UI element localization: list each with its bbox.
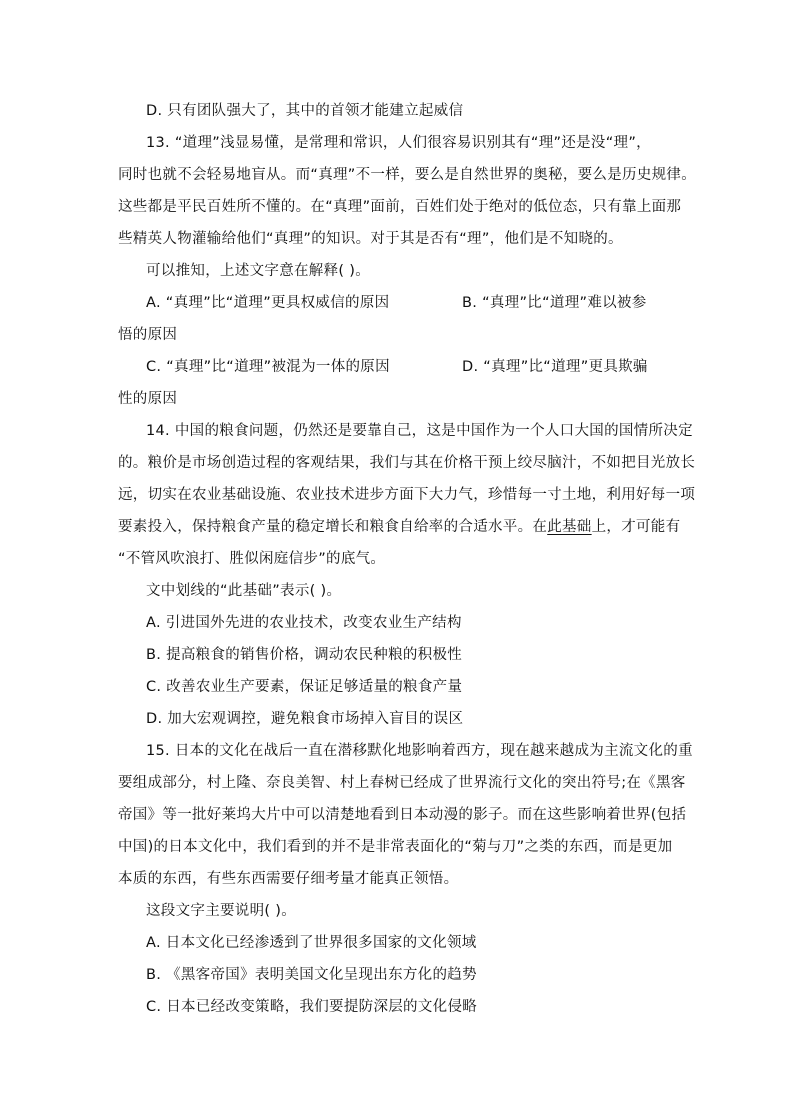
q13-option-d: D. “真理”比“道理”更具欺骗 — [462, 359, 648, 375]
q13-option-b: B. “真理”比“道理”难以被参 — [462, 295, 647, 311]
q14-stem-line-1: 14. 中国的粮食问题，仍然还是要靠自己，这是中国作为一个人口大国的国情所决定 — [146, 423, 693, 439]
q15-stem-line-3: 帝国》等一批好莱坞大片中可以清楚地看到日本动漫的影子。而在这些影响着世界(包括 — [118, 807, 687, 823]
q15-option-c: C. 日本已经改变策略，我们要提防深层的文化侵略 — [146, 999, 478, 1015]
q15-stem-line-1: 15. 日本的文化在战后一直在潜移默化地影响着西方，现在越来越成为主流文化的重 — [146, 743, 693, 759]
q15-stem-line-5: 本质的东西，有些东西需要仔细考量才能真正领悟。 — [118, 871, 459, 887]
q15-option-a: A. 日本文化已经渗透到了世界很多国家的文化领域 — [146, 935, 477, 951]
q15-question: 这段文字主要说明( )。 — [146, 903, 297, 919]
q13-stem-line-4: 些精英人物灌输给他们“真理”的知识。对于其是否有“理”，他们是不知晓的。 — [118, 231, 623, 247]
q13-stem-line-3: 这些都是平民百姓所不懂的。在“真理”面前，百姓们处于绝对的低位态，只有靠上面那 — [118, 199, 682, 215]
q14-stem-line-4 — [118, 517, 680, 537]
q14-option-a: A. 引进国外先进的农业技术，改变农业生产结构 — [146, 615, 462, 631]
q13-option-a: A. “真理”比“道理”更具权威信的原因 — [146, 295, 390, 311]
q13-stem-line-2: 同时也就不会轻易地盲从。而“真理”不一样，要么是自然世界的奥秘，要么是历史规律。 — [118, 167, 697, 183]
q14-stem-line-2: 的。粮价是市场创造过程的客观结果，我们与其在价格干预上绞尽脑汁，不如把目光放长 — [118, 455, 696, 471]
q14-option-b: B. 提高粮食的销售价格，调动农民种粮的积极性 — [146, 647, 463, 663]
q14-option-c: C. 改善农业生产要素，保证足够适量的粮食产量 — [146, 679, 463, 695]
q13-option-c: C. “真理”比“道理”被混为一体的原因 — [146, 359, 390, 375]
q15-stem-line-4: 中国)的日本文化中，我们看到的并不是非常表面化的“菊与刀”之类的东西，而是更加 — [118, 839, 673, 855]
q14-underlined-phrase: 此基础 — [547, 519, 592, 535]
q14-line-4-tail: 上，才可能有 — [591, 519, 681, 535]
q15-option-b: B. 《黑客帝国》表明美国文化呈现出东方化的趋势 — [146, 967, 477, 983]
q14-line-4-head: 要素投入，保持粮食产量的稳定增长和粮食自给率的合适水平。在 — [118, 519, 548, 535]
q13-option-d-cont: 性的原因 — [118, 391, 178, 407]
q14-option-d: D. 加大宏观调控，避免粮食市场掉入盲目的误区 — [146, 711, 464, 727]
q13-stem-line-1: 13. “道理”浅显易懂，是常理和常识，人们很容易识别其有“理”还是没“理”， — [146, 135, 651, 151]
q14-stem-line-3: 远，切实在农业基础设施、农业技术进步方面下大力气，珍惜每一寸土地，利用好每一项 — [118, 487, 696, 503]
q14-stem-line-5: “不管风吹浪打、胜似闲庭信步”的底气。 — [118, 551, 386, 567]
q13-option-b-cont: 悟的原因 — [118, 327, 178, 343]
q12-option-d: D. 只有团队强大了，其中的首领才能建立起威信 — [146, 103, 464, 119]
q13-question: 可以推知，上述文字意在解释( )。 — [146, 263, 371, 279]
q14-question: 文中划线的“此基础”表示( )。 — [146, 583, 342, 599]
q15-stem-line-2: 要组成部分，村上隆、奈良美智、村上春树已经成了世界流行文化的突出符号;在《黑客 — [118, 775, 686, 791]
